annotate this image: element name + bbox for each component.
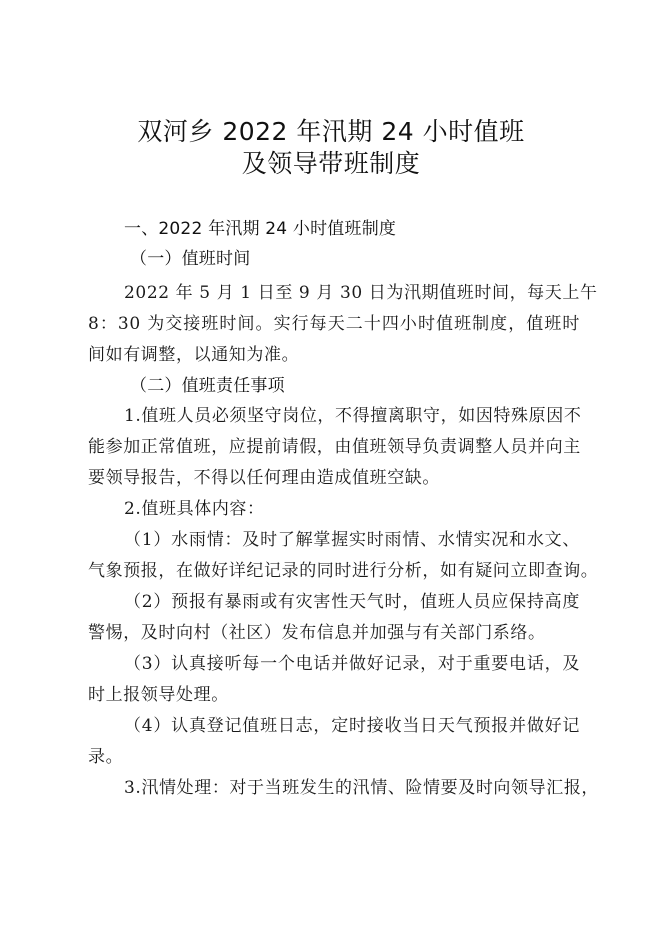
paragraph-line: 警惕，及时向村（社区）发布信息并加强与有关部门系络。 xyxy=(88,623,546,643)
paragraph-line: 3.汛情处理：对于当班发生的汛情、险情要及时向领导汇报， xyxy=(124,778,600,798)
paragraph-line: 2.值班具体内容： xyxy=(124,499,265,519)
paragraph-line: 间如有调整，以通知为准。 xyxy=(88,345,300,365)
paragraph-line: 1.值班人员必须坚守岗位，不得擅离职守，如因特殊原因不 xyxy=(124,406,582,426)
document-title-line-2: 及领导带班制度 xyxy=(241,149,421,178)
paragraph-line: （2）预报有暴雨或有灾害性天气时，值班人员应保持高度 xyxy=(124,592,580,612)
document-title-line-1: 双河乡 2022 年汛期 24 小时值班 xyxy=(137,117,525,146)
paragraph-line: 2022 年 5 月 1 日至 9 月 30 日为汛期值班时间，每天上午 xyxy=(124,283,598,303)
paragraph-line: （4）认真登记值班日志，定时接收当日天气预报并做好记 xyxy=(124,716,580,736)
paragraph-line: 能参加正常值班，应提前请假，由值班领导负责调整人员并向主 xyxy=(88,437,581,457)
paragraph-line: 要领导报告，不得以任何理由造成值班空缺。 xyxy=(88,468,440,488)
paragraph-line: 8：30 为交接班时间。实行每天二十四小时值班制度，值班时 xyxy=(88,314,580,334)
subsection-heading-duty-responsibilities: （二）值班责任事项 xyxy=(130,376,285,396)
paragraph-line: （3）认真接听每一个电话并做好记录，对于重要电话，及 xyxy=(124,654,580,674)
paragraph-line: 录。 xyxy=(88,747,124,767)
paragraph-line: 时上报领导处理。 xyxy=(88,685,229,705)
subsection-heading-duty-time: （一）值班时间 xyxy=(130,249,251,269)
section-heading-1: 一、2022 年汛期 24 小时值班制度 xyxy=(124,219,397,239)
paragraph-line: （1）水雨情：及时了解掌握实时雨情、水情实况和水文、 xyxy=(124,530,580,550)
paragraph-line: 气象预报，在做好详纪记录的同时进行分析，如有疑问立即查询。 xyxy=(88,561,599,581)
